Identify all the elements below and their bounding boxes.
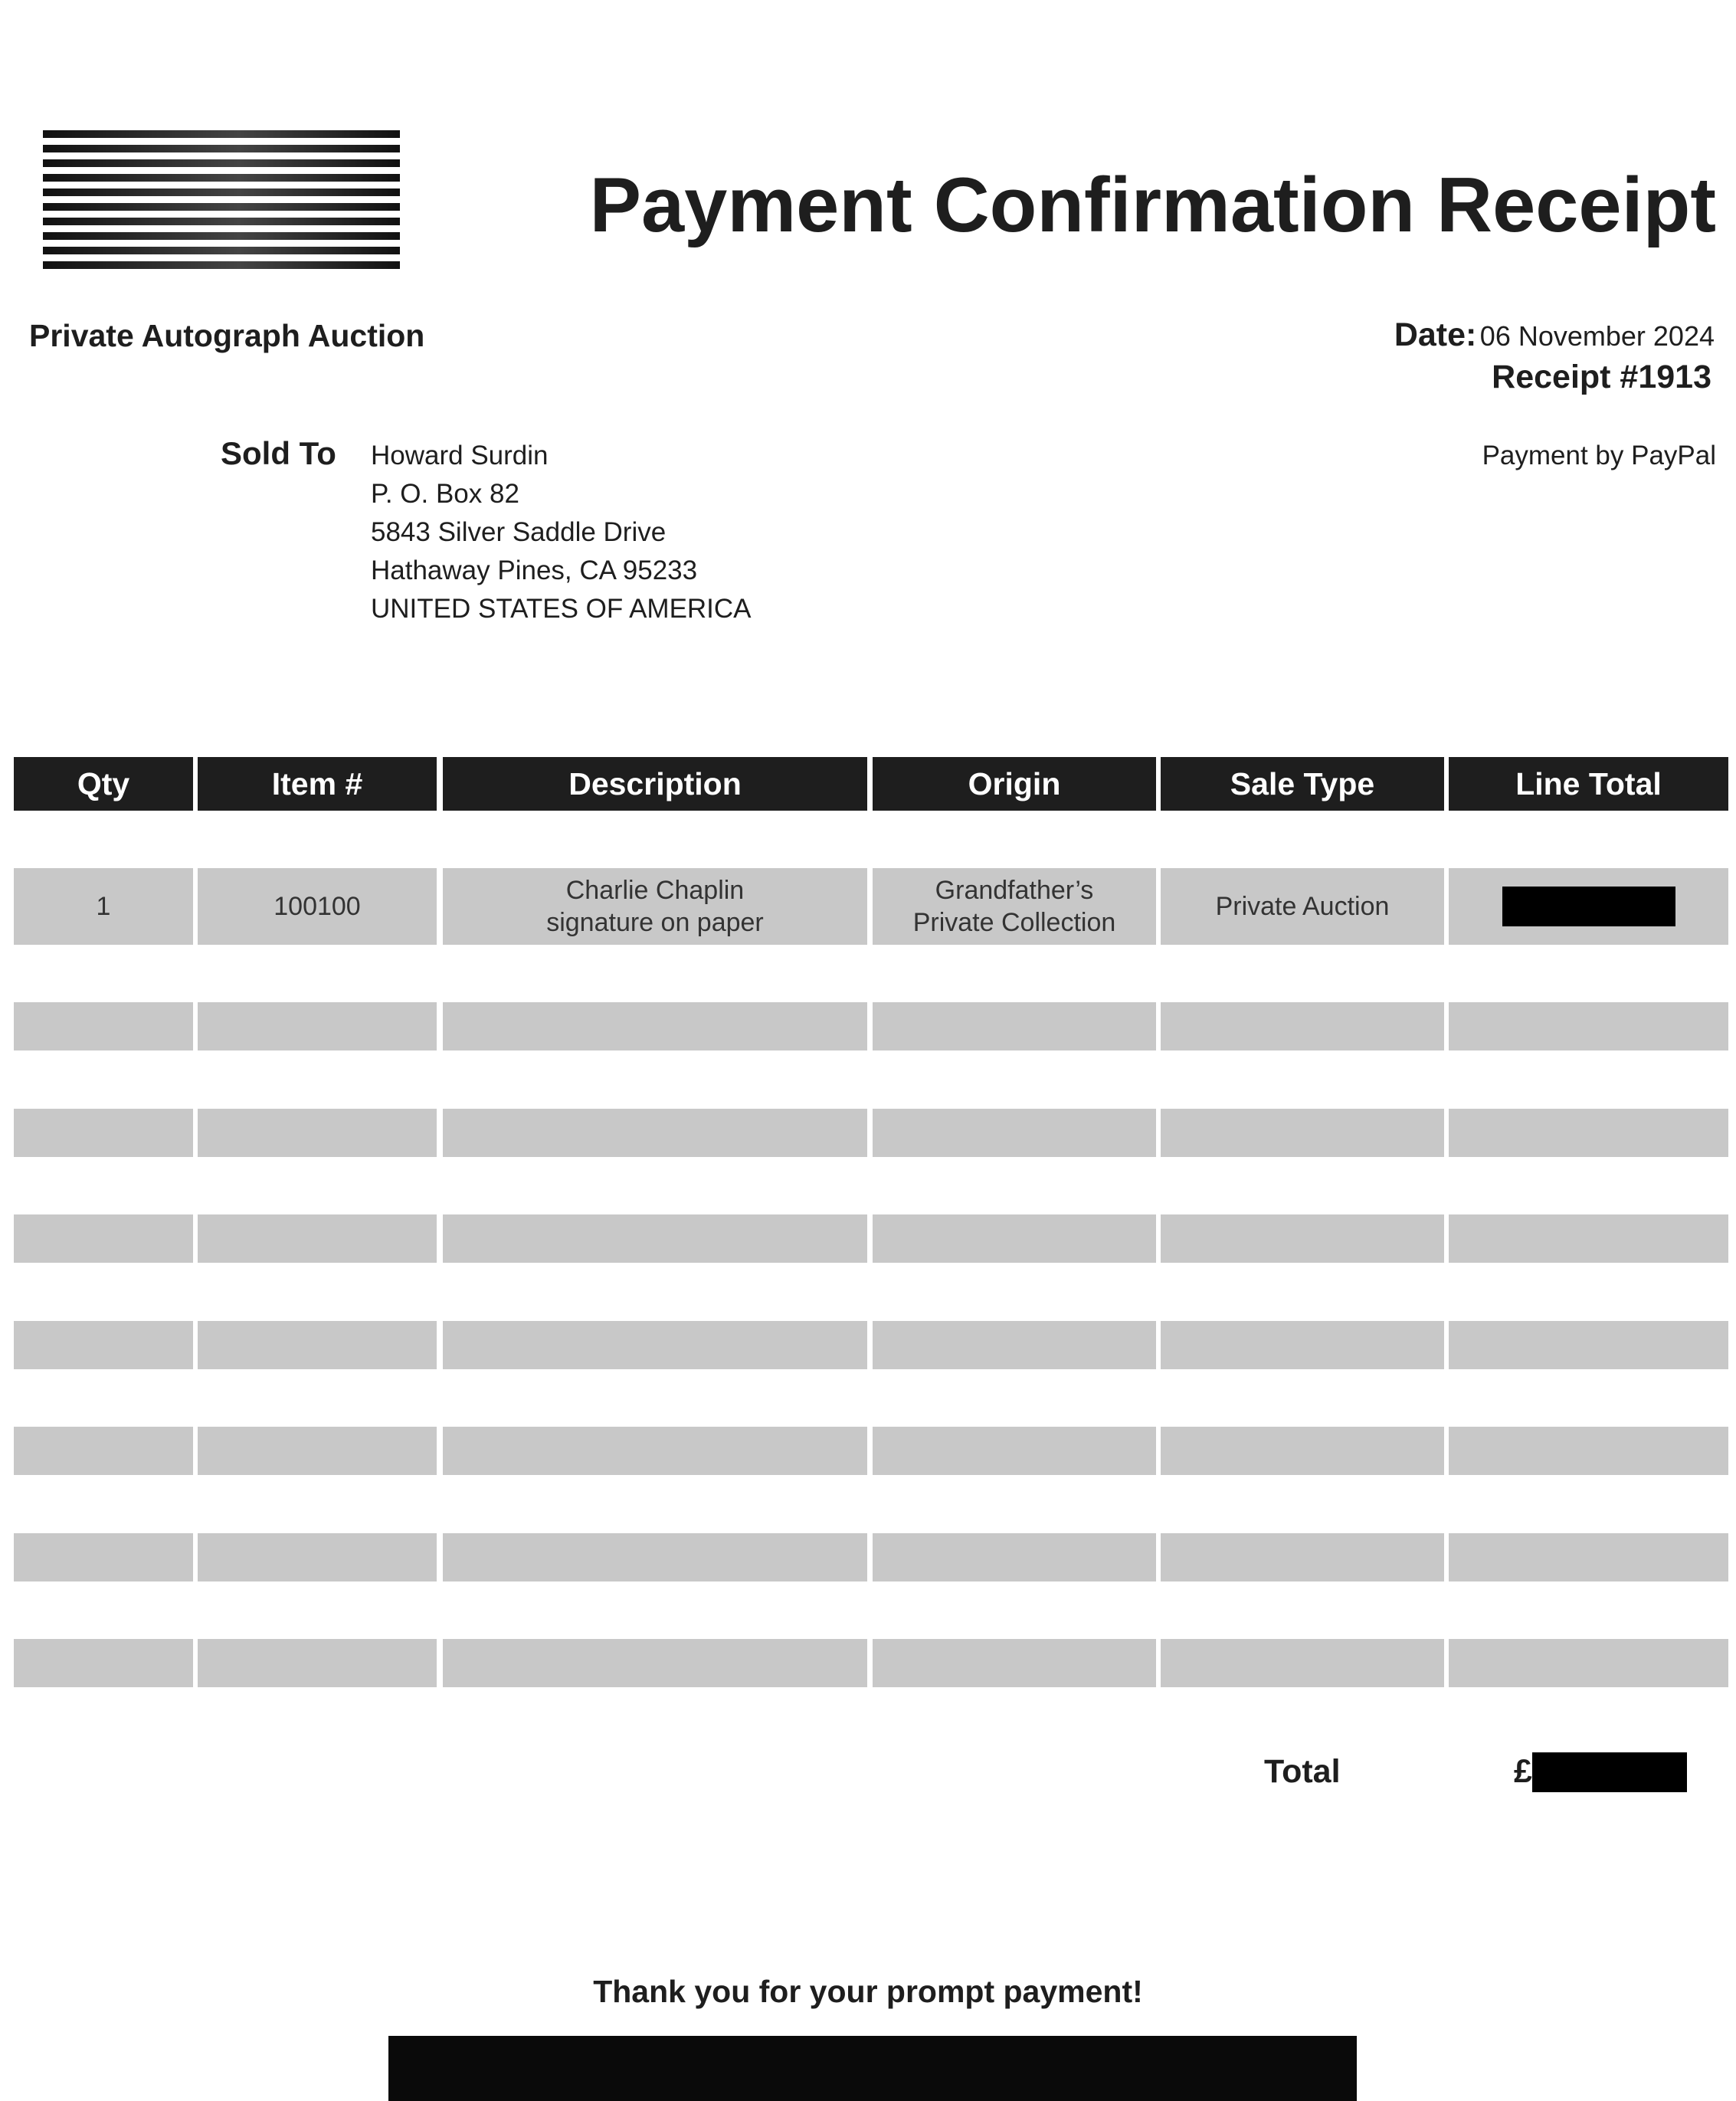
description-line: signature on paper [546, 908, 764, 937]
cell-item-number: 100100 [198, 868, 437, 945]
empty-cell [443, 1533, 867, 1581]
empty-cell [198, 1214, 437, 1263]
receipt-number: Receipt #1913 [1492, 359, 1711, 395]
total-amount-redaction [1532, 1752, 1687, 1792]
footer-redaction [388, 2036, 1357, 2101]
line-total-redaction [1502, 887, 1675, 926]
empty-cell [873, 1533, 1156, 1581]
empty-cell [198, 1639, 437, 1687]
total-currency: £ [1514, 1753, 1532, 1790]
date-value: 06 November 2024 [1479, 320, 1715, 352]
address-line: Hathaway Pines, CA 95233 [371, 556, 698, 585]
cell-origin [873, 868, 1156, 945]
description-line: Charlie Chaplin [565, 876, 745, 905]
empty-cell [1161, 1214, 1444, 1263]
empty-cell [443, 1214, 867, 1263]
buyer-address [371, 437, 752, 628]
empty-cell [1449, 1321, 1728, 1369]
empty-cell [873, 1214, 1156, 1263]
column-header-item: Item # [198, 757, 437, 811]
column-header-description: Description [443, 757, 867, 811]
empty-cell [873, 1427, 1156, 1475]
empty-cell [1161, 1002, 1444, 1050]
empty-cell [14, 1002, 193, 1050]
empty-cell [873, 1002, 1156, 1050]
cell-line-total [1449, 868, 1728, 945]
empty-cell [14, 1109, 193, 1157]
receipt-date [1394, 314, 1715, 363]
address-line: 5843 Silver Saddle Drive [371, 517, 667, 547]
empty-cell [14, 1214, 193, 1263]
address-line: Howard Surdin [371, 441, 549, 470]
cell-sale-type: Private Auction [1161, 868, 1444, 945]
empty-cell [1449, 1639, 1728, 1687]
empty-cell [198, 1533, 437, 1581]
company-logo [43, 129, 400, 274]
empty-cell [1161, 1321, 1444, 1369]
empty-cell [1449, 1427, 1728, 1475]
empty-cell [14, 1427, 193, 1475]
page-title: Payment Confirmation Receipt [589, 162, 1716, 248]
thank-you-message: Thank you for your prompt payment! [593, 1974, 1143, 2009]
empty-cell [198, 1427, 437, 1475]
empty-cell [1449, 1109, 1728, 1157]
empty-cell [14, 1321, 193, 1369]
empty-cell [198, 1109, 437, 1157]
empty-cell [198, 1321, 437, 1369]
total-label: Total [1264, 1753, 1341, 1790]
empty-cell [443, 1427, 867, 1475]
column-header-origin: Origin [873, 757, 1156, 811]
empty-cell [443, 1109, 867, 1157]
empty-cell [873, 1109, 1156, 1157]
payment-method: Payment by PayPal [1482, 441, 1716, 470]
cell-description [443, 868, 867, 945]
empty-cell [198, 1002, 437, 1050]
empty-cell [1449, 1002, 1728, 1050]
column-header-sale-type: Sale Type [1161, 757, 1444, 811]
empty-cell [1449, 1214, 1728, 1263]
date-label: Date: [1394, 316, 1477, 353]
cell-qty: 1 [14, 868, 193, 945]
column-header-line-total: Line Total [1449, 757, 1728, 811]
sold-to-label: Sold To [221, 435, 336, 471]
address-line: UNITED STATES OF AMERICA [371, 594, 752, 624]
empty-cell [873, 1321, 1156, 1369]
empty-cell [1161, 1109, 1444, 1157]
empty-cell [1161, 1639, 1444, 1687]
empty-cell [1161, 1533, 1444, 1581]
origin-line: Grandfather’s [935, 876, 1094, 905]
column-header-qty: Qty [14, 757, 193, 811]
empty-cell [1449, 1533, 1728, 1581]
empty-cell [1161, 1427, 1444, 1475]
company-name: Private Autograph Auction [29, 318, 425, 353]
address-line: P. O. Box 82 [371, 479, 519, 509]
empty-cell [14, 1639, 193, 1687]
empty-cell [14, 1533, 193, 1581]
empty-cell [443, 1639, 867, 1687]
empty-cell [873, 1639, 1156, 1687]
empty-cell [443, 1002, 867, 1050]
empty-cell [443, 1321, 867, 1369]
origin-line: Private Collection [912, 908, 1116, 937]
